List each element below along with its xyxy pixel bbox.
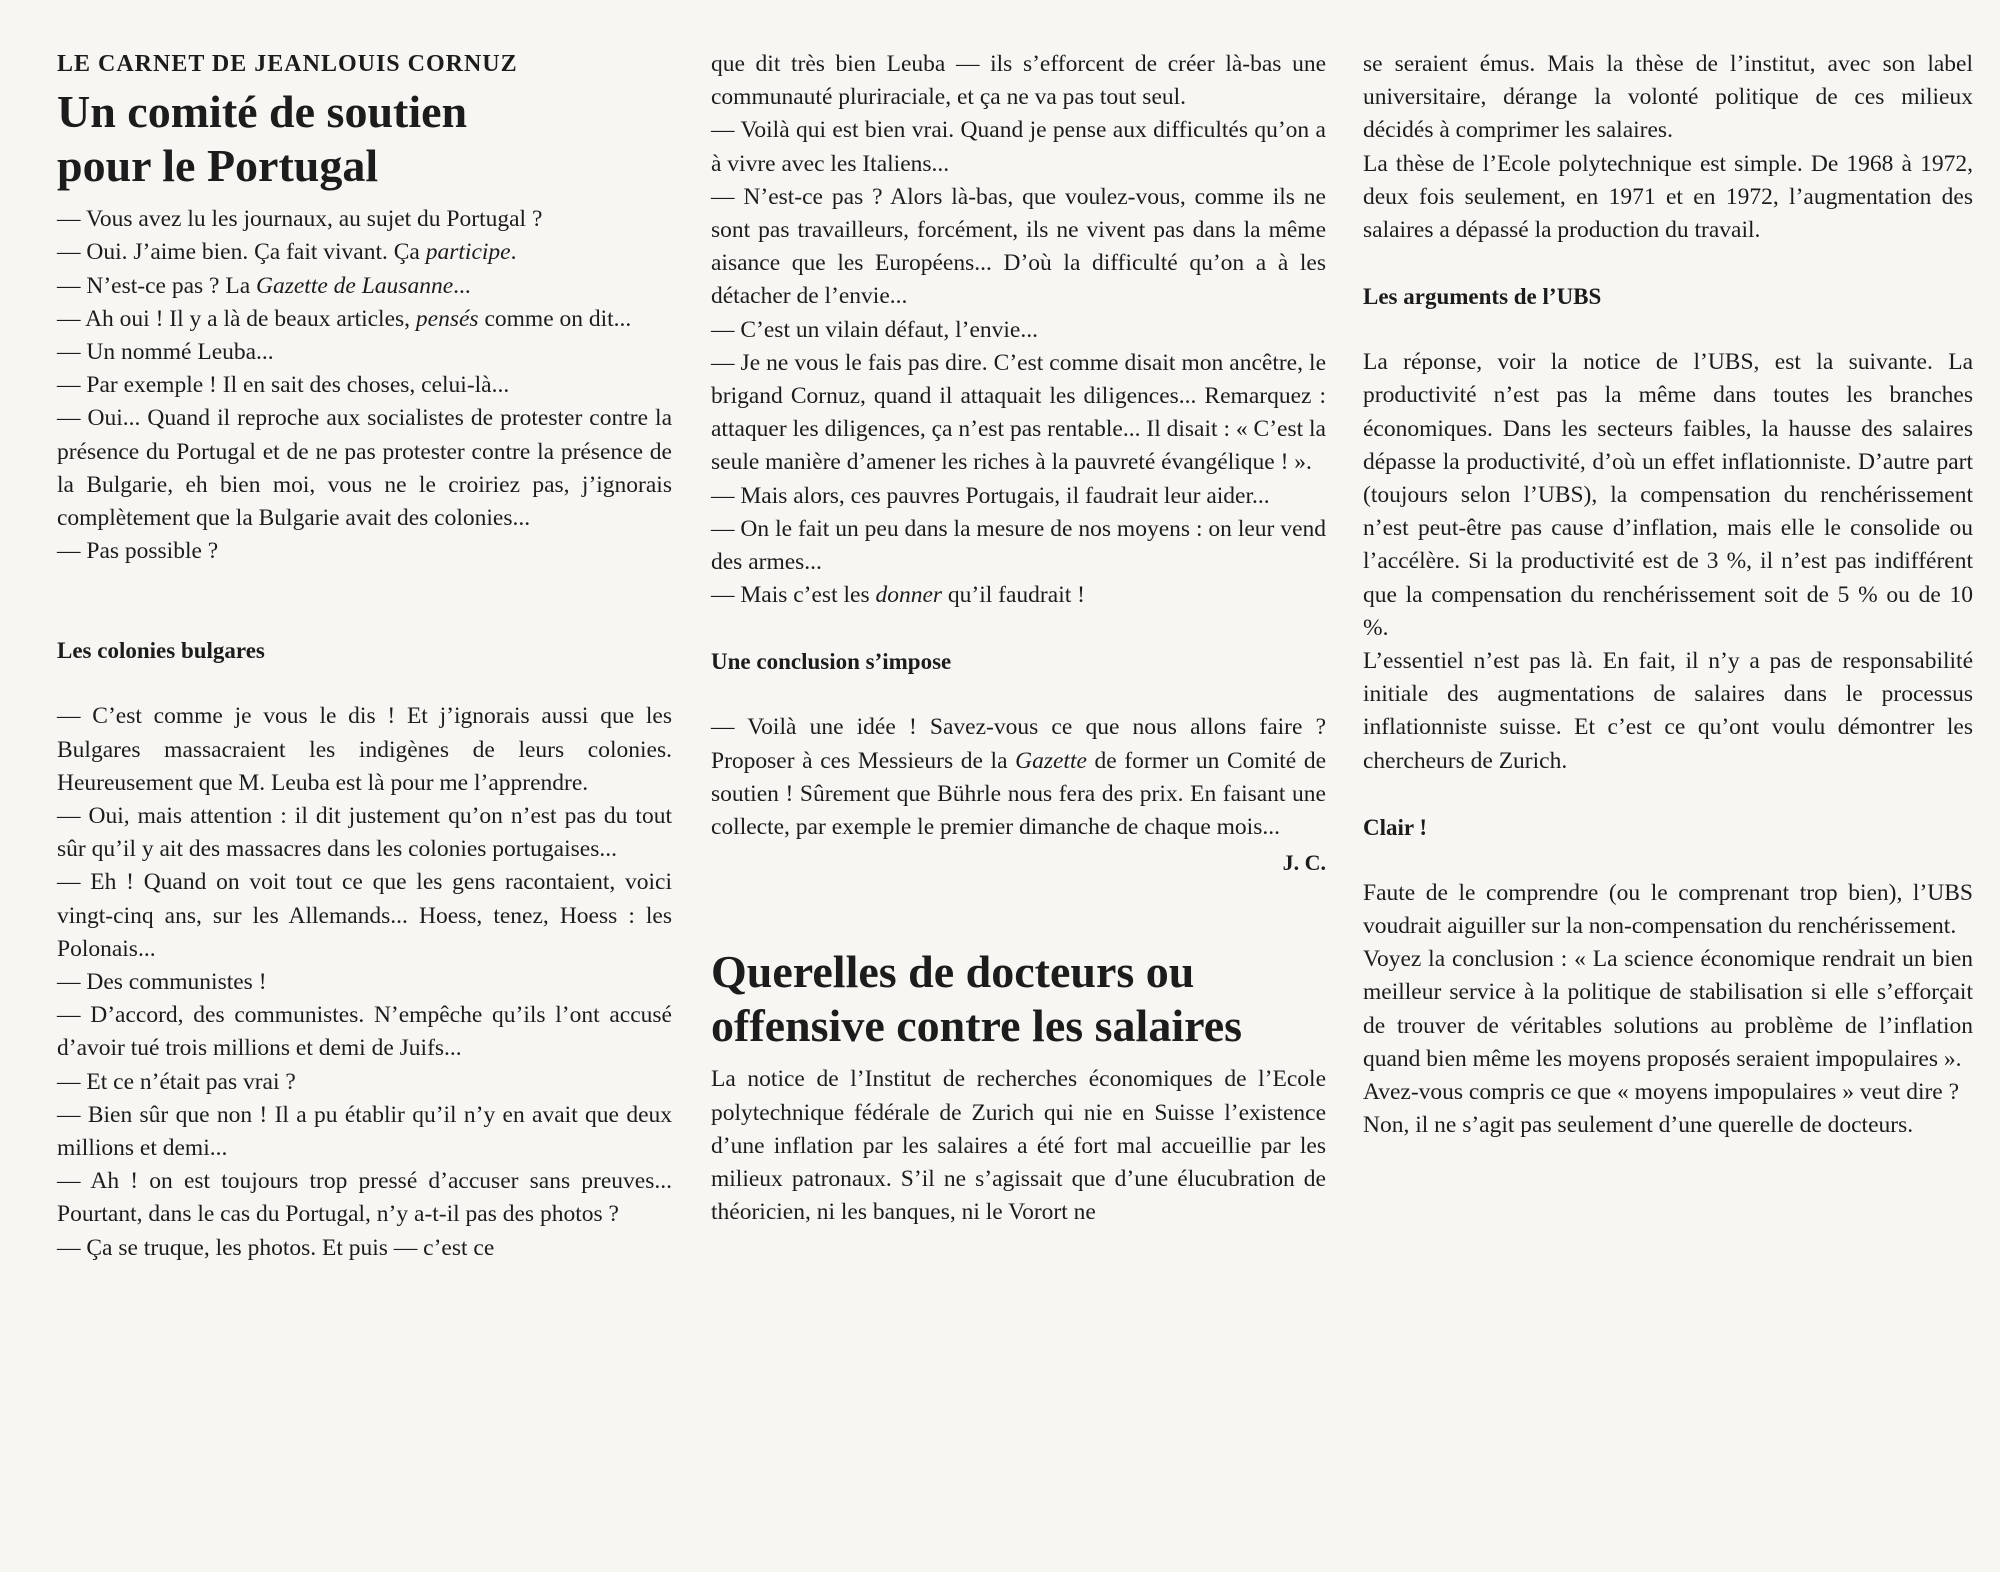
paragraph: Non, il ne s’agit pas seulement d’une querelle de docteurs. bbox=[1363, 1112, 1914, 1139]
paragraph: — Ça se truque, les photos. Et puis — c’est ce bbox=[57, 1234, 495, 1261]
text-run: — N’est-ce pas ? La bbox=[57, 272, 257, 299]
paragraph: — Des communistes ! bbox=[57, 969, 267, 996]
paragraph: — Eh ! Quand on voit tout ce que les gens racontaient, voici vingt-cinq ans, sur les Allemands... Hoess, tenez, Hoess : les Polonais... bbox=[57, 869, 672, 962]
text-run: qu’il faudrait ! bbox=[942, 582, 1085, 609]
paragraph: — C’est un vilain défaut, l’envie... bbox=[711, 316, 1038, 343]
spacer bbox=[57, 568, 672, 634]
section-subhead: Les arguments de l’UBS bbox=[1363, 284, 1602, 310]
paragraph: — Par exemple ! Il en sait des choses, celui-là... bbox=[57, 372, 510, 399]
text-run: — Voilà une idée ! Savez-vous ce que nous allons faire ? Proposer à ces Messieurs de la bbox=[711, 714, 1326, 774]
paragraph: — Je ne vous le fais pas dire. C’est comme disait mon ancêtre, le brigand Cornuz, quand il attaquait les diligences... Remarquez : attaquer les diligences, ça n’est pas rentable... Il disait : « C’est la seule manière d’amener les riches à la pauvreté évangélique ! ». bbox=[711, 349, 1326, 476]
spacer bbox=[57, 667, 672, 700]
paragraph: Faute de le comprendre (ou le comprenant trop bien), l’UBS voudrait aiguiller sur la non-compensation du renchérissement. bbox=[1363, 879, 1973, 940]
italic-text: pensés bbox=[415, 305, 479, 332]
headline-line-2: offensive contre les salaires bbox=[711, 1000, 1243, 1052]
paragraph: — Ah ! on est toujours trop pressé d’accuser sans preuves... Pourtant, dans le cas du Portugal, n’y a-t-il pas des photos ? bbox=[57, 1168, 672, 1228]
paragraph: — Voilà qui est bien vrai. Quand je pense aux difficultés qu’on a à vivre avec les Italiens... bbox=[711, 117, 1326, 177]
section-subhead: Clair ! bbox=[1363, 814, 1428, 840]
italic-text: participe bbox=[425, 239, 511, 266]
column-2 bbox=[711, 48, 1326, 1229]
column-1 bbox=[57, 48, 672, 1265]
article-headline-2 bbox=[711, 945, 1326, 1053]
paragraph bbox=[711, 579, 1326, 612]
paragraph: — Vous avez lu les journaux, au sujet du Portugal ? bbox=[57, 206, 543, 233]
paragraph: — On le fait un peu dans la mesure de nos moyens : on leur vend des armes... bbox=[711, 515, 1326, 576]
author-signature: J. C. bbox=[1282, 850, 1326, 876]
text-run: comme on dit... bbox=[478, 305, 632, 332]
paragraph: L’essentiel n’est pas là. En fait, il n’y a pas de responsabilité initiale des augmentations de salaires dans le processus inflationniste suisse. Et c’est ce qu’ont voulu démontrer les chercheurs de Zurich. bbox=[1363, 648, 1973, 774]
spacer bbox=[1363, 778, 1973, 811]
paragraph: La notice de l’Institut de recherches économiques de l’Ecole polytechnique fédérale de Zurich qui nie en Suisse l’existence d’une inflation par les salaires a été fort mal accueillie par les milieux patronaux. S’il ne s’agissait que d’une élucubration de théoricien, ni les banques, ni le Vorort ne bbox=[711, 1066, 1326, 1226]
paragraph: — Oui... Quand il reproche aux socialistes de protester contre la présence du Portugal et de ne pas protester contre la présence de la Bulgarie, eh bien moi, vous ne le croiriez pas, j’ignorais complètement que la Bulgarie avait des colonies... bbox=[57, 405, 672, 532]
paragraph: — Bien sûr que non ! Il a pu établir qu’il n’y en avait que deux millions et demi... bbox=[57, 1101, 672, 1162]
headline-line-2: pour le Portugal bbox=[57, 140, 379, 192]
italic-text: donner bbox=[875, 582, 943, 609]
paragraph: — Mais alors, ces pauvres Portugais, il faudrait leur aider... bbox=[711, 482, 1270, 509]
paragraph: — C’est comme je vous le dis ! Et j’ignorais aussi que les Bulgares massacraient les indigènes de leurs colonies. Heureusement que M. Leuba est là pour me l’apprendre. bbox=[57, 703, 672, 796]
section-subhead: Les colonies bulgares bbox=[57, 638, 265, 664]
paragraph bbox=[57, 236, 672, 269]
section-subhead: Une conclusion s’impose bbox=[711, 649, 952, 675]
spacer bbox=[711, 879, 1326, 945]
text-run: — Mais c’est les bbox=[711, 582, 876, 609]
article-headline-1 bbox=[57, 85, 672, 193]
spacer bbox=[1363, 247, 1973, 280]
paragraph: — Oui, mais attention : il dit justement qu’on n’est pas du tout sûr qu’il y ait des massacres dans les colonies portugaises... bbox=[57, 803, 672, 863]
paragraph bbox=[711, 711, 1326, 844]
text-run: ... bbox=[453, 272, 471, 299]
italic-text: Gazette de Lausanne bbox=[256, 272, 454, 299]
paragraph bbox=[57, 303, 672, 336]
spacer bbox=[1363, 844, 1973, 877]
paragraph: que dit très bien Leuba — ils s’efforcent de créer là-bas une communauté pluriraciale, et ça ne va pas tout seul. bbox=[711, 51, 1326, 111]
spacer bbox=[711, 678, 1326, 711]
paragraph: — Pas possible ? bbox=[57, 538, 219, 565]
paragraph: La réponse, voir la notice de l’UBS, est la suivante. La productivité n’est pas la même dans toutes les branches économiques. Dans les secteurs faibles, la hausse des salaires dépasse la productivité, d’où un effet inflationniste. D’autre part (toujours selon l’UBS), la compensation du renchérissement n’est peut-être pas cause d’inflation, mais elle le consolide ou l’accélère. Si la productivité est de 3 %, il n’est pas indifférent que la compensation du renchérissement soit de 5 % ou de 10 %. bbox=[1363, 349, 1973, 641]
paragraph: — D’accord, des communistes. N’empêche qu’ils l’ont accusé d’avoir tué trois millions et demi de Juifs... bbox=[57, 1002, 672, 1062]
text-run: — Oui. J’aime bien. Ça fait vivant. Ça bbox=[57, 239, 426, 266]
paragraph: Avez-vous compris ce que « moyens impopulaires » veut dire ? bbox=[1363, 1079, 1960, 1106]
paragraph: — N’est-ce pas ? Alors là-bas, que voulez-vous, comme ils ne sont pas travailleurs, forcément, ils ne vivent pas dans la même aisance que les Européens... D’où la difficulté qu’on a à les détacher de l’envie... bbox=[711, 183, 1326, 310]
paragraph: Voyez la conclusion : « La science économique rendrait un bien meilleur service à la politique de stabilisation si elle s’efforçait de trouver de véritables solutions au problème de l’inflation quand bien même les moyens proposés seraient impopulaires ». bbox=[1363, 946, 1973, 1072]
headline-line-1: Querelles de docteurs ou bbox=[711, 946, 1195, 998]
paragraph: se seraient émus. Mais la thèse de l’institut, avec son label universitaire, dérange la volonté politique de ces milieux décidés à comprimer les salaires. bbox=[1363, 51, 1973, 144]
paragraph: — Un nommé Leuba... bbox=[57, 339, 274, 366]
paragraph bbox=[57, 270, 672, 303]
paragraph: — Et ce n’était pas vrai ? bbox=[57, 1068, 296, 1095]
paragraph: La thèse de l’Ecole polytechnique est simple. De 1968 à 1972, deux fois seulement, en 1971 et en 1972, l’augmentation des salaires a dépassé la production du travail. bbox=[1363, 150, 1973, 244]
column-kicker: LE CARNET DE JEANLOUIS CORNUZ bbox=[57, 51, 518, 77]
italic-text: Gazette bbox=[1015, 747, 1087, 774]
headline-line-1: Un comité de soutien bbox=[57, 86, 468, 138]
text-run: de former un Comité de soutien ! Sûrement que Bührle nous fera des prix. En faisant une collecte, par exemple le premier dimanche de chaque mois... bbox=[711, 747, 1326, 841]
text-run: . bbox=[510, 239, 517, 266]
spacer bbox=[1363, 313, 1973, 346]
column-3 bbox=[1363, 48, 1973, 1142]
text-run: — Ah oui ! Il y a là de beaux articles, bbox=[57, 305, 416, 332]
spacer bbox=[711, 612, 1326, 645]
